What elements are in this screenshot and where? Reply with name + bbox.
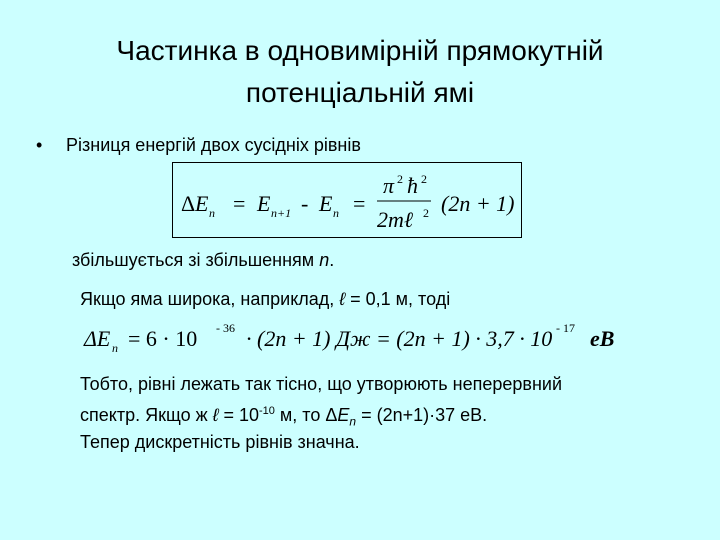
denominator: 2mℓ [377, 207, 414, 232]
delta-symbol: Δ [181, 191, 196, 216]
discrete-levels-text: Тепер дискретність рівнів значна. [80, 432, 360, 452]
spectrum-sub-n: n [349, 414, 357, 429]
spectrum-prefix: спектр. Якщо ж [80, 405, 213, 425]
increases-text [72, 248, 334, 272]
spectrum-text [80, 399, 487, 434]
pi-exponent: 2 [397, 172, 403, 186]
increases-prefix: збільшується зі збільшенням [72, 250, 320, 270]
var-E-3: E [319, 191, 333, 216]
spectrum-ell: ℓ [212, 405, 219, 425]
sub-n-1: n [209, 206, 215, 220]
increases-var: n [319, 250, 330, 270]
dense-levels-text: Тобто, рівні лежать так тісно, що утворюють неперервний [80, 374, 563, 394]
energy-difference-formula [172, 162, 522, 238]
exponent-minus-36: - 36 [216, 321, 235, 335]
var-E-2: E [257, 191, 271, 216]
bullet-icon: • [36, 135, 43, 155]
minus-sign: - [301, 191, 309, 216]
lhs-sub-n: n [112, 341, 118, 355]
formula2-svg [82, 316, 642, 362]
slide-title [0, 30, 720, 114]
unit-ev: еВ [590, 326, 615, 351]
spectrum-E: E [337, 405, 350, 425]
sub-n-2: n [333, 206, 339, 220]
bullet-item [36, 133, 361, 157]
energy-spacing-formula [82, 316, 642, 362]
wide-well-prefix: Якщо яма широка, наприклад, [80, 289, 340, 309]
middle-part: · (2n + 1) Дж = (2n + 1) · 3,7 · 10 [246, 326, 553, 351]
lhs-delta-E: ΔE [84, 326, 111, 351]
coefficient-part: = 6 · 10 [128, 326, 198, 351]
spectrum-mid: = 10 [218, 405, 260, 425]
wide-well-text [80, 287, 450, 311]
spectrum-exponent: -10 [259, 405, 275, 417]
equals-1: = [233, 191, 246, 216]
formula-svg [173, 163, 521, 237]
hbar-exponent: 2 [421, 172, 427, 186]
wide-well-suffix: = 0,1 м, тоді [345, 289, 451, 309]
spectrum-mid2: м, то Δ [274, 405, 338, 425]
wide-well-ell: ℓ [339, 289, 346, 309]
exponent-minus-17: - 17 [556, 321, 575, 335]
denominator-exponent: 2 [423, 206, 429, 220]
factor-expression: (2n + 1) [441, 191, 515, 216]
hbar-symbol: ħ [407, 173, 418, 198]
increases-suffix: . [329, 250, 335, 270]
pi-symbol: π [383, 173, 395, 198]
title-line-2: потенціальній ямі [245, 77, 475, 108]
var-E-1: E [195, 191, 209, 216]
bullet-text: Різниця енергій двох сусідніх рівнів [66, 135, 361, 155]
equals-2: = [353, 191, 366, 216]
sub-n-plus-1: n+1 [271, 206, 292, 220]
title-line-1: Частинка в одновимірній прямокутній [116, 35, 604, 66]
spectrum-suffix: = (2n+1)·37 еВ. [356, 405, 488, 425]
